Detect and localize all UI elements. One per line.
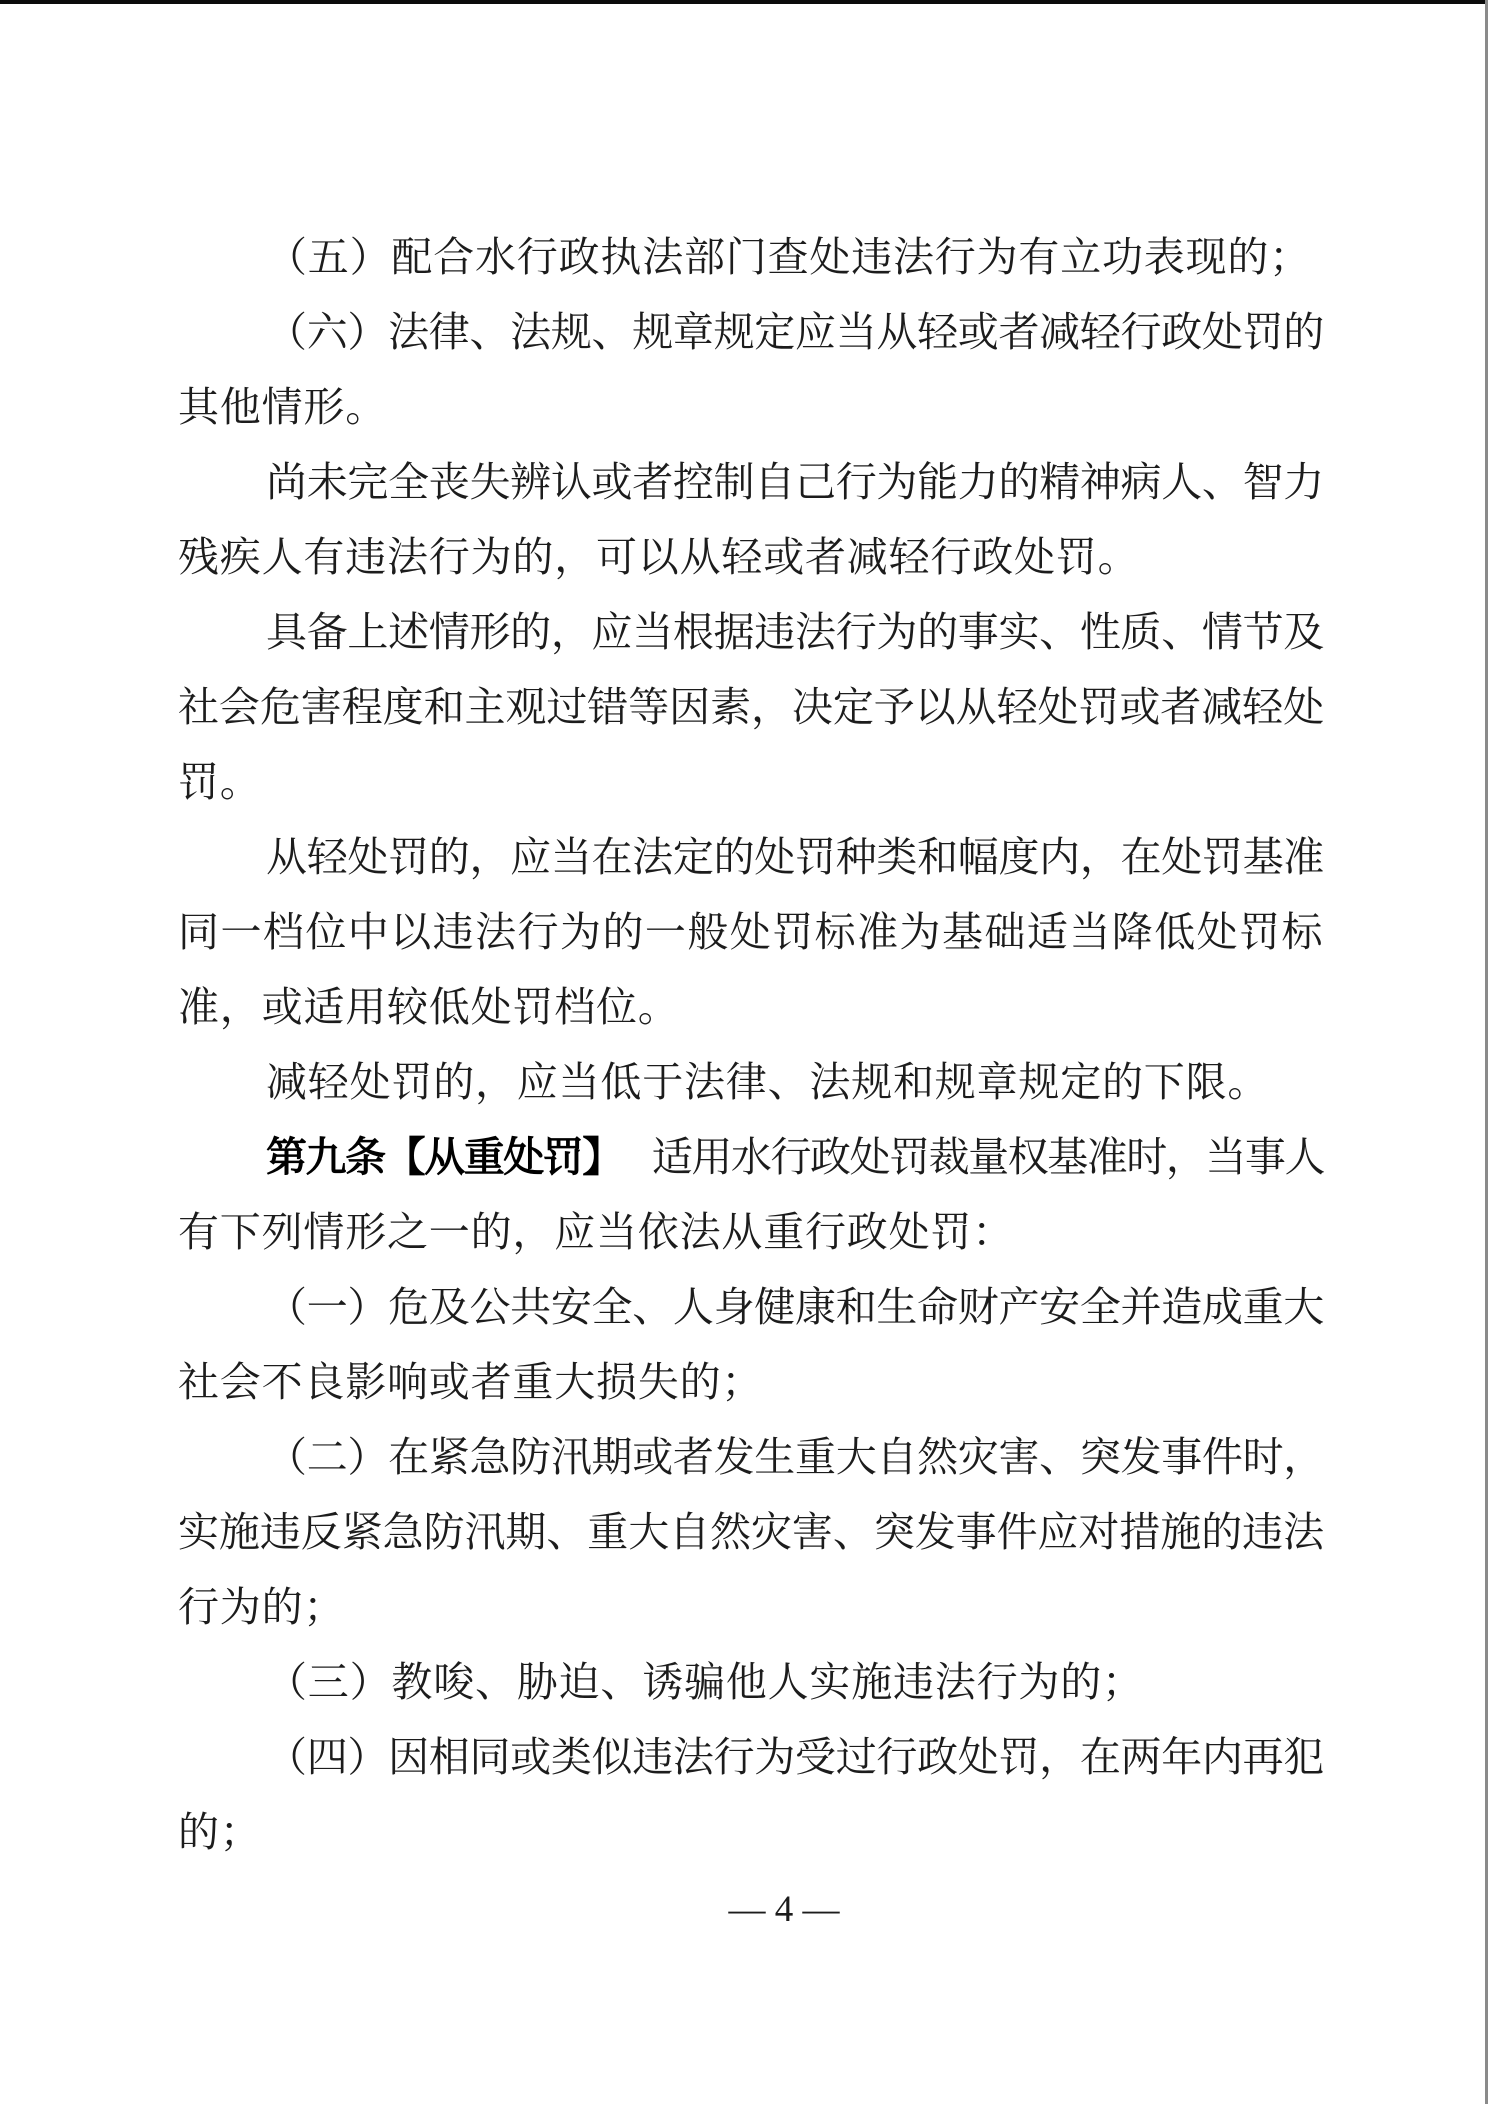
line-text: 减轻处罚的，应当低于法律、法规和规章规定的下限。 bbox=[266, 1059, 1270, 1105]
article-9-intro-line bbox=[178, 1195, 1324, 1270]
line-text: 同一档位中以违法行为的一般处罚标准为基础适当降低处罚标 bbox=[178, 909, 1324, 955]
item-4-line-2 bbox=[178, 1795, 1324, 1870]
item-1-line-2 bbox=[178, 1345, 1324, 1420]
line-text: 实施违反紧急防汛期、重大自然灾害、突发事件应对措施的违法 bbox=[178, 1509, 1324, 1555]
line-text: （六）法律、法规、规章规定应当从轻或者减轻行政处罚的 bbox=[266, 309, 1325, 355]
reduced-penalty-clause-line-1 bbox=[178, 1045, 1324, 1120]
line-text: 准，或适用较低处罚档位。 bbox=[178, 984, 680, 1030]
line-text: 具备上述情形的，应当根据违法行为的事实、性质、情节及 bbox=[266, 609, 1325, 655]
scan-edge-top bbox=[0, 0, 1488, 4]
item-2-line-1 bbox=[178, 1420, 1324, 1495]
line-text: （四）因相同或类似违法行为受过行政处罚，在两年内再犯 bbox=[266, 1734, 1325, 1780]
document-body bbox=[178, 220, 1324, 1870]
line-text: 尚未完全丧失辨认或者控制自己行为能力的精神病人、智力 bbox=[266, 459, 1325, 505]
line-text: 的； bbox=[178, 1809, 262, 1855]
line-text: 社会危害程度和主观过错等因素，决定予以从轻处罚或者减轻处 bbox=[178, 684, 1324, 730]
lighter-penalty-clause-line-2 bbox=[178, 895, 1324, 970]
criteria-clause-line-1 bbox=[178, 595, 1324, 670]
item-4-line-1 bbox=[178, 1720, 1324, 1795]
line-text: （二）在紧急防汛期或者发生重大自然灾害、突发事件时， bbox=[266, 1434, 1325, 1480]
line-text: 残疾人有违法行为的，可以从轻或者减轻行政处罚。 bbox=[178, 534, 1140, 580]
item-2-line-3 bbox=[178, 1570, 1324, 1645]
item-5-line-1 bbox=[178, 220, 1324, 295]
line-text: 行为的； bbox=[178, 1584, 346, 1630]
item-3-line-1 bbox=[178, 1645, 1324, 1720]
mental-disability-clause-line-1 bbox=[178, 445, 1324, 520]
item-6-line-1 bbox=[178, 295, 1324, 370]
criteria-clause-line-2 bbox=[178, 670, 1324, 745]
line-text: （三）教唆、胁迫、诱骗他人实施违法行为的； bbox=[266, 1659, 1144, 1705]
line-text: 适用水行政处罚裁量权基准时，当事人 bbox=[651, 1134, 1324, 1180]
item-2-line-2 bbox=[178, 1495, 1324, 1570]
criteria-clause-line-3 bbox=[178, 745, 1324, 820]
item-1-line-1 bbox=[178, 1270, 1324, 1345]
item-6-line-2 bbox=[178, 370, 1324, 445]
line-text: 从轻处罚的，应当在法定的处罚种类和幅度内，在处罚基准 bbox=[266, 834, 1325, 880]
line-text: （五）配合水行政执法部门查处违法行为有立功表现的； bbox=[266, 234, 1311, 280]
mental-disability-clause-line-2 bbox=[178, 520, 1324, 595]
term-gap bbox=[622, 1170, 652, 1171]
line-text: 社会不良影响或者重大损失的； bbox=[178, 1359, 764, 1405]
line-text: （一）危及公共安全、人身健康和生命财产安全并造成重大 bbox=[266, 1284, 1325, 1330]
line-text: 有下列情形之一的，应当依法从重行政处罚： bbox=[178, 1209, 1014, 1255]
lighter-penalty-clause-line-3 bbox=[178, 970, 1324, 1045]
page-number: — 4 — bbox=[728, 1889, 840, 1930]
line-text: 其他情形。 bbox=[178, 384, 387, 430]
lighter-penalty-clause-line-1 bbox=[178, 820, 1324, 895]
article-9-heading-line bbox=[178, 1120, 1324, 1195]
article-9-term: 第九条【从重处罚】 bbox=[266, 1134, 622, 1180]
line-text: 罚。 bbox=[178, 759, 262, 805]
